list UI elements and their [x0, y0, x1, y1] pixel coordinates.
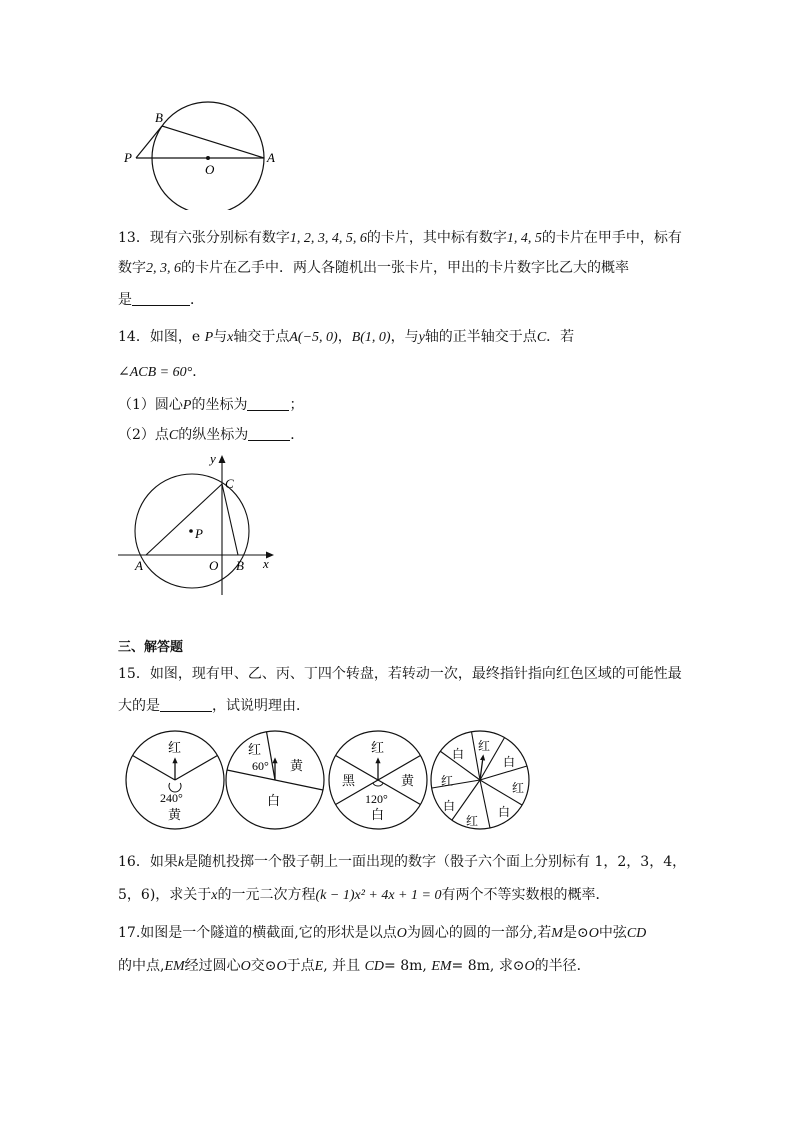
q17-line2: 的中点,EM经过圆心O交⊙O于点E, 并且 CD= 8m, EM= 8m, 求⊙O的半径． [118, 958, 591, 974]
q14-angle: ∠ACB = 60° [118, 365, 193, 380]
q13-line3: 是 ． [118, 292, 204, 308]
q16-line2: 5，6)，求关于x的一元二次方程(k − 1)x² + 4x + 1 = 0有两个不等实数根的概率． [118, 887, 610, 903]
label-y: y [210, 451, 216, 466]
spinners-figure [120, 728, 550, 834]
spinner-ding-label-2: 白 [452, 747, 465, 761]
q13-answer-blank[interactable] [132, 291, 190, 306]
spinner-ding-label-5: 红 [512, 781, 525, 795]
spinner-bing-label-angle: 120° [365, 792, 388, 806]
spinner-ding-label-6: 白 [443, 799, 456, 813]
q17-line1: 17.如图是一个隧道的横截面,它的形状是以点O为圆心的圆的一部分,若M是⊙O中弦CD [118, 925, 647, 941]
label-o: O [205, 162, 215, 177]
spinner-jia-divider-right [175, 756, 217, 781]
q15-line1: 15．如图，现有甲、乙、丙、丁四个转盘，若转动一次，最终指针指向红色区域的可能性最 [118, 666, 682, 682]
label-p: P [195, 526, 203, 541]
label-c: C [225, 476, 234, 491]
spinner-yi-label-angle: 60° [252, 759, 269, 773]
label-b: B [236, 558, 244, 573]
spinner-jia-label-yellow: 黄 [168, 808, 182, 823]
q13-line2: 数字2, 3, 6的卡片在乙手中．两人各随机出一张卡片，甲出的卡片数字比乙大的概率 [118, 260, 629, 276]
spinner-yi-label-red: 红 [248, 743, 262, 758]
spinner-ding-divider-5 [480, 780, 490, 828]
q15-answer-blank[interactable] [160, 697, 212, 712]
spinner-ding-label-4: 白 [503, 755, 516, 769]
spinner-yi-label-yellow: 黄 [290, 759, 304, 774]
center-dot-o [206, 156, 210, 160]
y-axis-arrow [219, 455, 226, 463]
q15-line2: 大的是 ，试说明理由． [118, 698, 310, 714]
spinner-bing-label-white: 白 [371, 808, 385, 823]
q13-line1: 13．现有六张分别标有数字1, 2, 3, 4, 5, 6的卡片，其中标有数字1, 4, 5的卡片在甲手中，标有 [118, 230, 682, 246]
spinner-ding-divider-7 [432, 780, 480, 788]
spinner-ding-label-1: 红 [478, 739, 491, 753]
spinner-bing-label-red: 红 [371, 741, 385, 756]
figure-circle-pba [115, 100, 295, 210]
q16-equation: (k − 1)x² + 4x + 1 = 0 [315, 888, 442, 903]
q13-nums-yi: 2, 3, 6 [146, 261, 181, 276]
spinner-ding-label-7: 红 [466, 814, 479, 828]
center-dot-p [189, 529, 193, 533]
spinner-yi [226, 731, 324, 829]
line-pb [136, 126, 162, 158]
label-a: A [135, 558, 143, 573]
spinner-bing-label-yellow: 黄 [401, 774, 415, 789]
spinner-jia [126, 731, 224, 829]
section-3-heading: 三、解答题 [118, 640, 184, 655]
figure-coordinate-circle [115, 450, 285, 598]
spinner-bing-angle-arc [373, 783, 383, 786]
spinner-yi-label-white: 白 [267, 794, 281, 809]
spinner-jia-label-red: 红 [168, 741, 182, 756]
line-ac [146, 484, 222, 555]
q14-sub1-blank[interactable] [247, 396, 289, 411]
spinner-jia-label-angle: 240° [160, 791, 183, 805]
label-a: A [267, 150, 275, 165]
spinner-ding-label-3: 红 [441, 774, 454, 788]
q14-line1: 14．如图，e P与x轴交于点A(−5, 0)，B(1, 0)，与y轴的正半轴交于点C．若 [118, 329, 575, 345]
spinner-bing-label-black: 黑 [342, 774, 356, 789]
label-o: O [209, 558, 219, 573]
label-b: B [155, 110, 163, 125]
q14-sub2-blank[interactable] [248, 426, 290, 441]
label-x: x [263, 556, 269, 571]
q13-nums-jia: 1, 4, 5 [506, 231, 542, 246]
q13-nums-all: 1, 2, 3, 4, 5, 6 [289, 231, 367, 246]
spinner-ding-label-8: 白 [498, 805, 511, 819]
line-ba [162, 126, 264, 158]
spinner-bing [329, 731, 427, 829]
q16-line1: 16．如果k是随机投掷一个骰子朝上一面出现的数字（骰子六个面上分别标有 1，2，3，4， [118, 854, 687, 870]
label-p: P [124, 150, 132, 165]
q14-sub1: （1）圆心P的坐标为 ； [118, 397, 304, 413]
spinner-jia-divider-left [133, 756, 175, 781]
spinner-ding [431, 731, 529, 829]
q14-sub2: （2）点C的纵坐标为 ． [118, 427, 305, 443]
q14-line2: ∠ACB = 60°． [118, 364, 207, 380]
